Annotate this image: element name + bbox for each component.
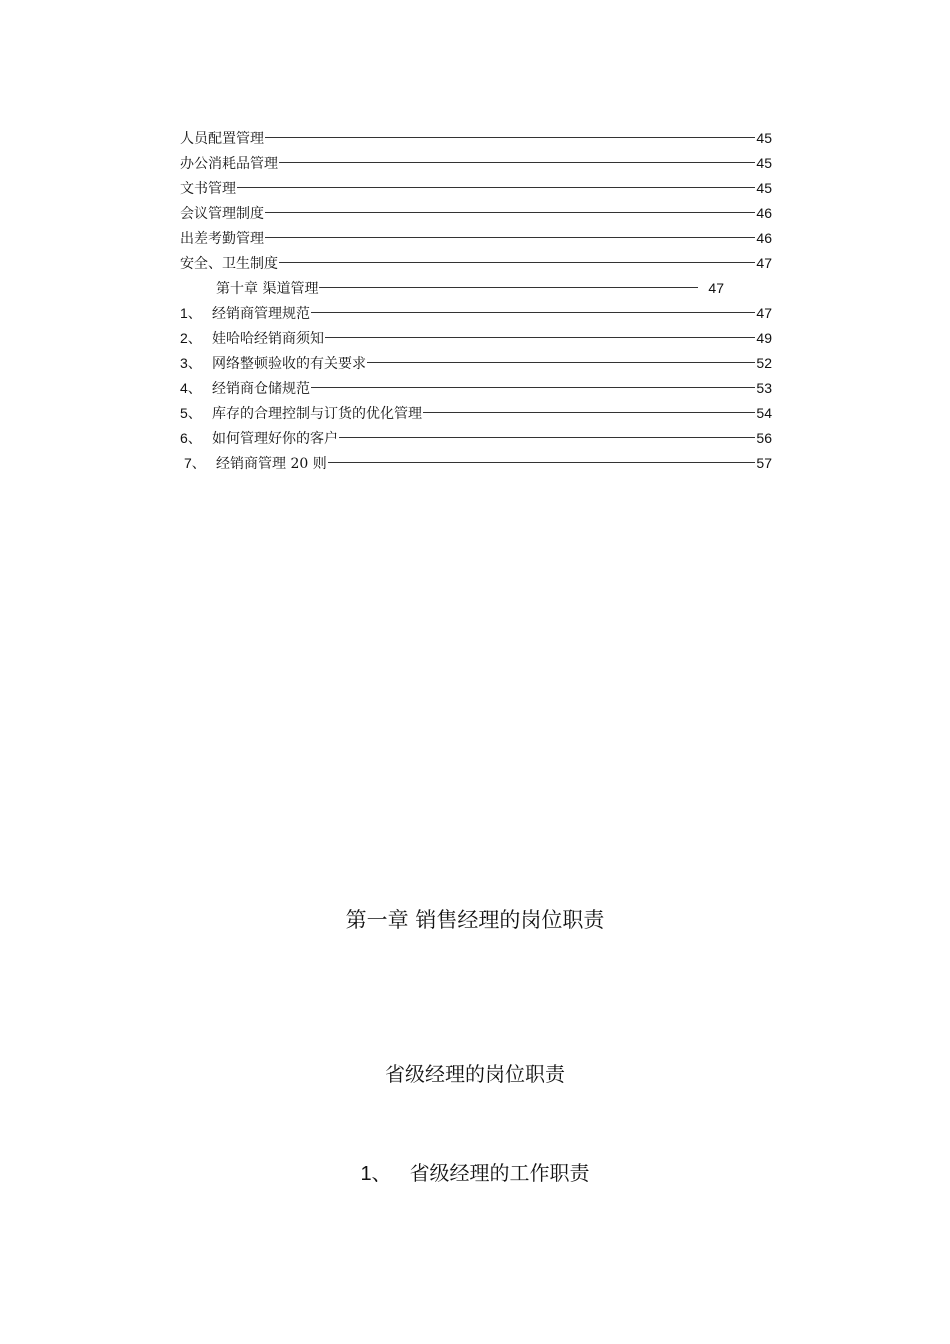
toc-entry[interactable] <box>180 175 772 200</box>
toc-item[interactable] <box>180 425 772 450</box>
toc-entry[interactable] <box>180 125 772 150</box>
toc-page-number: 46 <box>756 229 772 246</box>
toc-page-number: 47 <box>756 304 772 321</box>
toc-entry[interactable] <box>180 225 772 250</box>
chapter-heading: 第一章 销售经理的岗位职责 <box>345 908 605 932</box>
toc-item-title: 经销商仓储规范 <box>212 380 310 397</box>
toc-item[interactable] <box>180 325 772 350</box>
toc-chapter-entry[interactable] <box>180 275 724 300</box>
toc-item-number: 3、 <box>180 354 202 371</box>
toc-entry-title: 人员配置管理 <box>180 130 264 147</box>
toc-leader-line <box>325 337 755 338</box>
toc-chapter-title: 第十章 渠道管理 <box>216 280 319 297</box>
toc-leader-line <box>328 462 756 463</box>
toc-page-number: 57 <box>756 454 772 471</box>
toc-item-title: 库存的合理控制与订货的优化管理 <box>212 405 422 422</box>
toc-leader-line <box>311 312 755 313</box>
toc-item-number: 7、 <box>184 454 206 471</box>
subsection-heading <box>0 1157 950 1186</box>
toc-leader-line <box>319 287 698 288</box>
toc-page-number: 52 <box>756 354 772 371</box>
toc-item[interactable] <box>180 375 772 400</box>
toc-entry[interactable] <box>180 250 772 275</box>
section-heading: 省级经理的岗位职责 <box>385 1062 565 1086</box>
toc-leader-line <box>265 137 755 138</box>
toc-item-number: 4、 <box>180 379 202 396</box>
toc-entry-title: 办公消耗品管理 <box>180 155 278 172</box>
table-of-contents <box>180 125 772 475</box>
toc-page-number: 53 <box>756 379 772 396</box>
toc-page-number: 56 <box>756 429 772 446</box>
toc-item[interactable] <box>180 350 772 375</box>
toc-entry[interactable] <box>180 150 772 175</box>
toc-leader-line <box>237 187 755 188</box>
toc-item-title: 如何管理好你的客户 <box>212 430 338 447</box>
toc-item-number: 2、 <box>180 329 202 346</box>
toc-leader-line <box>279 162 755 163</box>
toc-entry-title: 会议管理制度 <box>180 205 264 222</box>
toc-item[interactable] <box>180 400 772 425</box>
toc-entry-title: 安全、卫生制度 <box>180 255 278 272</box>
toc-page-number: 47 <box>756 254 772 271</box>
subsection-number: 1、 <box>360 1163 392 1185</box>
toc-entry[interactable] <box>180 200 772 225</box>
toc-item-title: 经销商管理规范 <box>212 305 310 322</box>
toc-item-number: 6、 <box>180 429 202 446</box>
toc-item-number: 1、 <box>180 304 202 321</box>
toc-page-number: 45 <box>756 154 772 171</box>
toc-leader-line <box>311 387 755 388</box>
toc-page-number: 49 <box>756 329 772 346</box>
toc-item-title: 娃哈哈经销商须知 <box>212 330 324 347</box>
toc-item[interactable] <box>180 450 772 475</box>
toc-entry-title: 文书管理 <box>180 180 236 197</box>
toc-item-number: 5、 <box>180 404 202 421</box>
toc-leader-line <box>339 437 755 438</box>
toc-page-number: 47 <box>708 279 724 296</box>
toc-leader-line <box>265 237 755 238</box>
toc-entry-title: 出差考勤管理 <box>180 230 264 247</box>
toc-leader-line <box>265 212 755 213</box>
toc-page-number: 46 <box>756 204 772 221</box>
toc-leader-line <box>279 262 755 263</box>
toc-leader-line <box>367 362 755 363</box>
subsection-title: 省级经理的工作职责 <box>409 1161 590 1185</box>
toc-leader-line <box>423 412 755 413</box>
toc-item-title: 经销商管理 20 则 <box>216 455 327 472</box>
toc-page-number: 45 <box>756 129 772 146</box>
toc-page-number: 45 <box>756 179 772 196</box>
toc-page-number: 54 <box>756 404 772 421</box>
toc-item-title: 网络整顿验收的有关要求 <box>212 355 366 372</box>
toc-item[interactable] <box>180 300 772 325</box>
